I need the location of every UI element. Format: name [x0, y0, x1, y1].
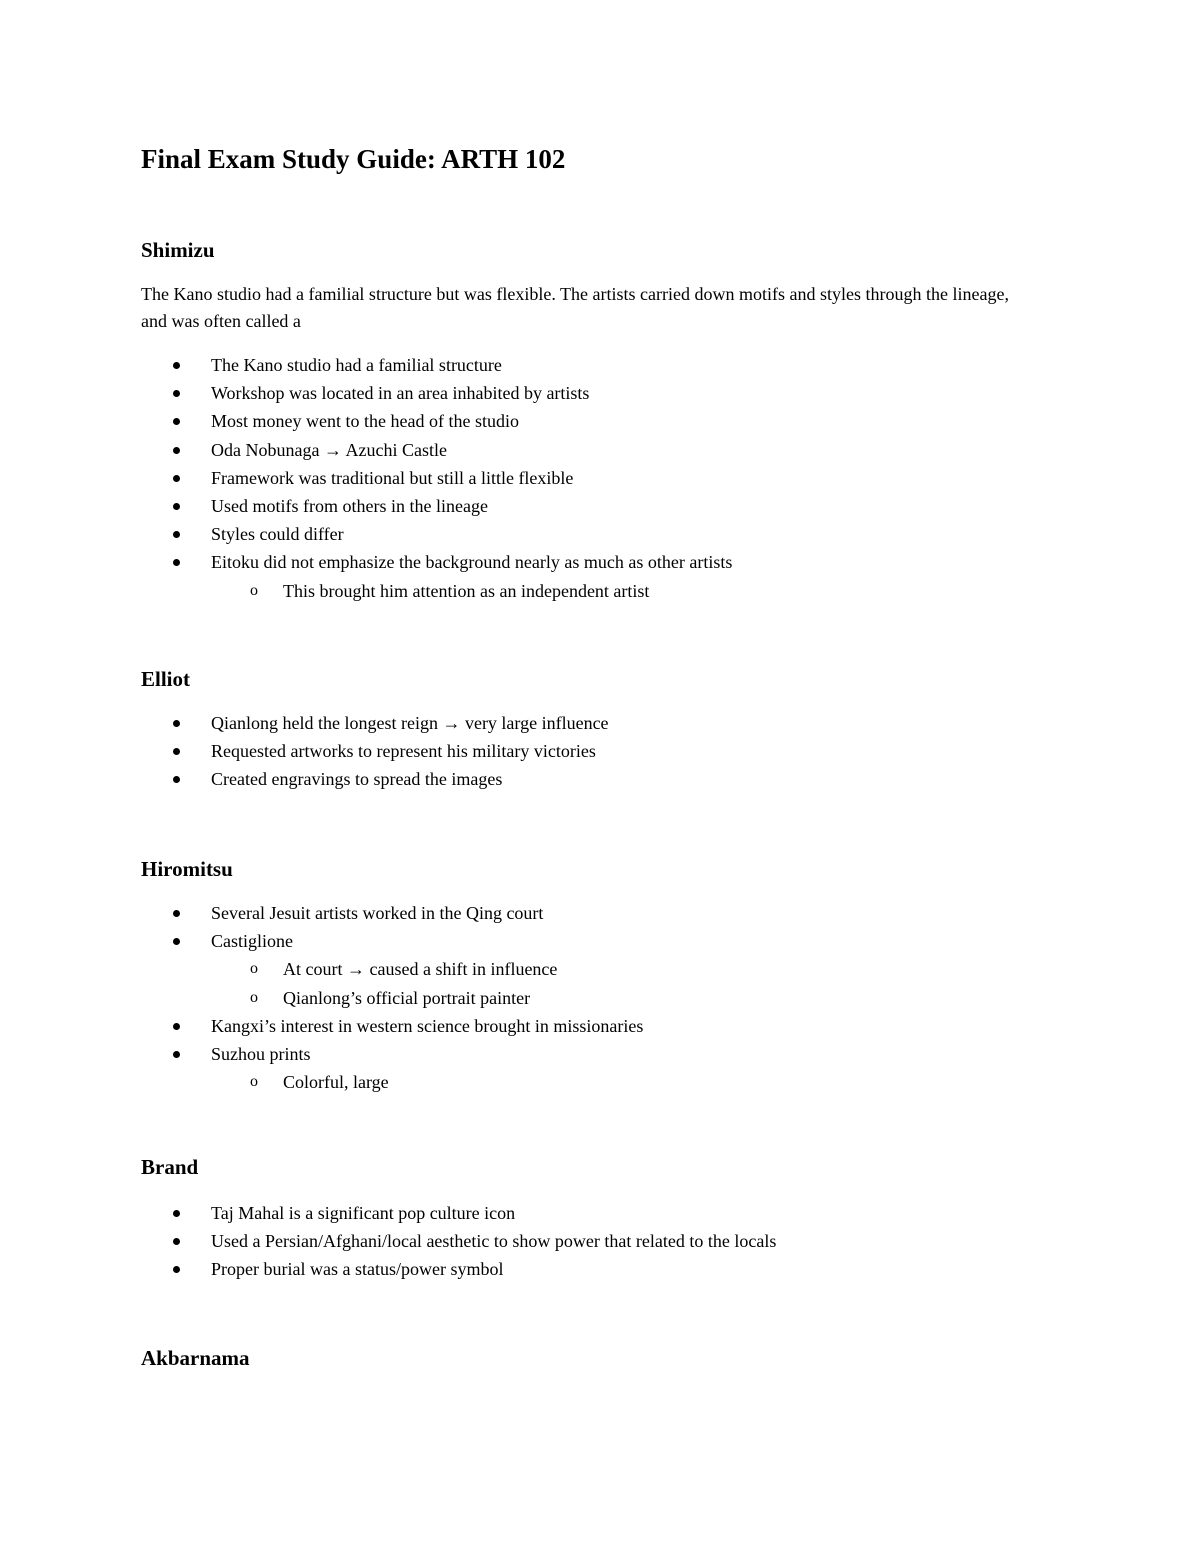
bullet-icon: [173, 1023, 180, 1030]
document-page: Final Exam Study Guide: ARTH 102 Shimizu The Kano studio had a familial structure but was flexible. The artists carried down motifs and styles through the lineage, and was often called a The Kano studio had a familial structure Workshop was located in an area inhabited by artists Most money went to the head of the studio Oda Nobunaga → Azuchi Castle Framework was traditional but still a little flexible Used motifs from others in the lineage Styles could differ Eitoku did not emphasize the background nearly as much as other artists o This brought him attention as an independent artist Elliot Qianlong held the longest reign → very large influence Requested artworks to represent his military victories Created engravings to spread the images Hiromitsu Several Jesuit artists worked in the Qing court Castiglione o At court → caused a shift in influence o Qianlong’s official portrait painter Kangxi’s interest in western science brought in missionaries Suzhou prints o Colorful, large Brand Taj Mahal is a significant pop culture icon Used a Persian/Afghani/local aesthetic to show power that related to the locals Proper burial was a status/power symbol Akbarnama: [0, 0, 1200, 1553]
section-heading-hiromitsu: Hiromitsu: [141, 857, 233, 881]
section-heading-elliot: Elliot: [141, 667, 191, 691]
bullet-icon: [173, 938, 180, 945]
section-heading-brand: Brand: [141, 1155, 199, 1179]
bullet-icon: [173, 748, 180, 755]
bullet-icon: [173, 1238, 180, 1245]
bullet-icon: [173, 910, 180, 917]
section-heading-akbarnama: Akbarnama: [141, 1346, 250, 1370]
shimizu-paragraph: The Kano studio had a familial structure but was flexible. The artists carried down motifs and styles through the lineage, and was often called a: [141, 284, 1009, 331]
bullet-icon: [173, 1266, 180, 1273]
bullet-icon: [173, 447, 180, 454]
section-heading-shimizu: Shimizu: [141, 238, 215, 262]
sub-bullet-marker: o: [250, 960, 258, 978]
bullet-icon: [173, 503, 180, 510]
bullet-icon: [173, 1210, 180, 1217]
bullet-icon: [173, 531, 180, 538]
bullet-icon: [173, 776, 180, 783]
sub-bullet-marker: o: [250, 581, 258, 599]
document-title: Final Exam Study Guide: ARTH 102: [141, 144, 566, 174]
sub-bullet-marker: o: [250, 988, 258, 1006]
bullet-icon: [173, 559, 180, 566]
bullet-icon: [173, 1051, 180, 1058]
bullet-icon: [173, 720, 180, 727]
bullet-icon: [173, 475, 180, 482]
bullet-icon: [173, 362, 180, 369]
bullet-icon: [173, 390, 180, 397]
sub-bullet-marker: o: [250, 1073, 258, 1091]
bullet-icon: [173, 418, 180, 425]
